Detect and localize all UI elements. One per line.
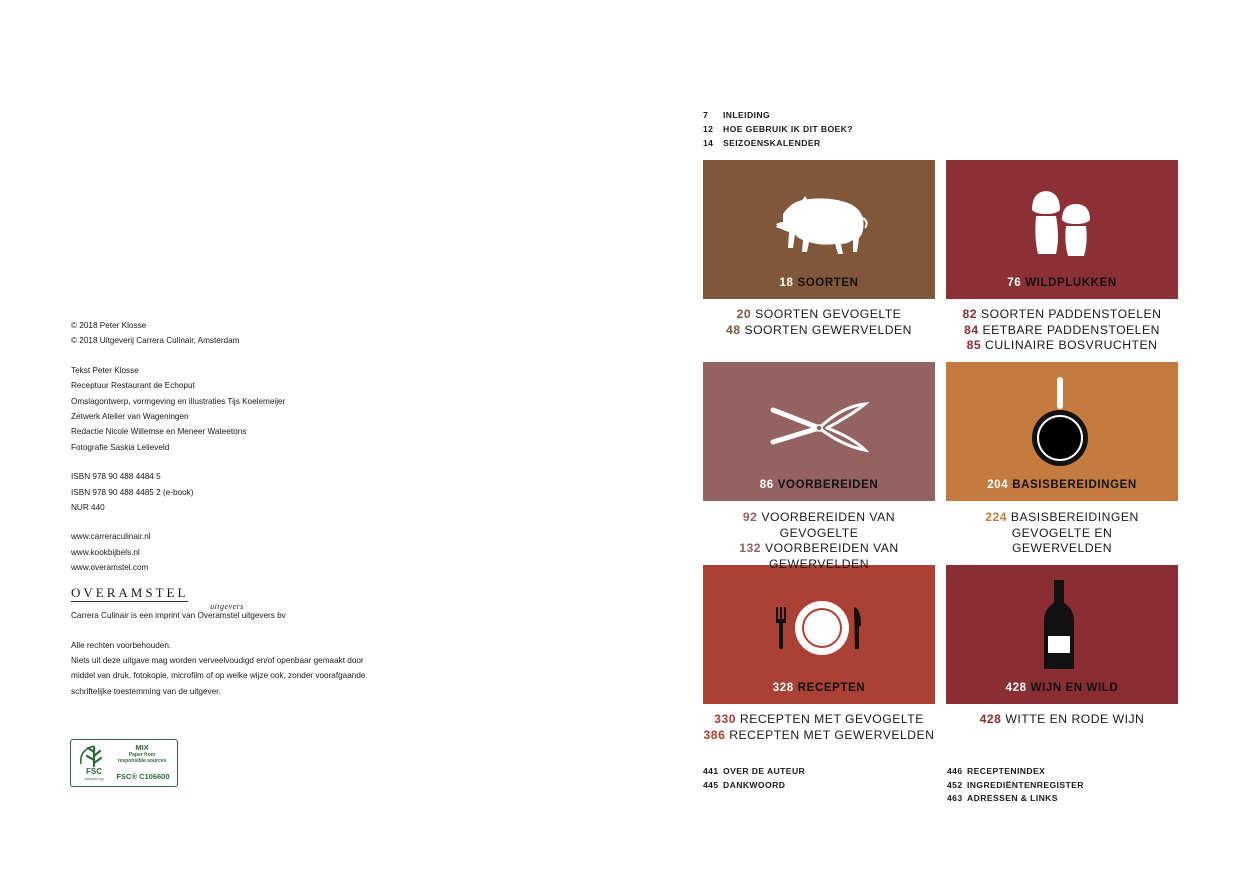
toc-subentry-cont: GEVOGELTE EN xyxy=(1011,525,1113,540)
logo-wordmark: OVERAMSTEL xyxy=(71,584,189,600)
tile-label: 18 SOORTEN xyxy=(779,277,859,289)
toc-entry[interactable]: 14 SEIZOENSKALENDER xyxy=(703,138,821,148)
toc-subentry[interactable]: 84 EETBARE PADDENSTOELEN xyxy=(964,322,1160,337)
toc-subentry[interactable]: 20 SOORTEN GEVOGELTE xyxy=(736,307,902,321)
credit-recipes: Receptuur Restaurant de Echoput xyxy=(71,381,195,391)
toc-subentry-cont: GEWERVELDEN xyxy=(768,556,870,571)
fsc-wordmark: FSC xyxy=(86,767,102,776)
rights-line-3: middel van druk, fotokopie, microfilm of op welke wijze ook, zonder voorafgaande xyxy=(71,671,366,681)
fsc-paper-1: Paper from xyxy=(128,752,156,758)
rights-line-1: Alle rechten voorbehouden. xyxy=(71,640,172,650)
imprint-note: Carrera Culinair is een imprint van Overamstel uitgevers bv xyxy=(71,611,286,621)
copyright-author: © 2018 Peter Klosse xyxy=(71,321,147,330)
isbn-ebook: ISBN 978 90 488 4485 2 (e-book) xyxy=(71,487,194,497)
website-kookbijbels: www.kookbijbels.nl xyxy=(71,547,140,557)
fsc-mix xyxy=(111,744,173,764)
toc-top xyxy=(703,108,853,150)
tile-label: 328 RECEPTEN xyxy=(772,682,866,694)
colophon xyxy=(71,318,401,699)
nur-code: NUR 440 xyxy=(71,503,105,513)
rights-line-4: schriftelijke toestemming van de uitgever. xyxy=(71,686,221,696)
fsc-paper-2: responsible sources xyxy=(117,758,167,764)
toc-subentry[interactable]: 386 RECEPTEN MET GEWERVELDEN xyxy=(703,727,935,742)
tile-subentries xyxy=(703,712,935,743)
toc-entry[interactable]: 452 INGREDIËNTENREGISTER xyxy=(947,779,1084,790)
toc-subentry[interactable]: 48 SOORTEN GEWERVELDEN xyxy=(726,322,912,337)
rights-line-2: Niets uit deze uitgave mag worden verveelvoudigd en/of openbaar gemaakt door xyxy=(71,655,364,665)
isbn-print: ISBN 978 90 488 4484 5 xyxy=(71,472,161,482)
toc-entry[interactable]: 446 RECEPTENINDEX xyxy=(947,766,1046,776)
tile-basisbereidingen[interactable] xyxy=(946,362,1178,501)
tile-voorbereiden[interactable] xyxy=(703,362,935,501)
logo-subtitle: uitgevers xyxy=(210,602,244,612)
tile-subentries xyxy=(946,307,1178,354)
tile-soorten[interactable] xyxy=(703,160,935,299)
fsc-mix-title: MIX xyxy=(135,743,149,752)
tile-label: 204 BASISBEREIDINGEN xyxy=(987,479,1137,491)
toc-subentry[interactable]: 224 BASISBEREIDINGEN xyxy=(985,510,1139,524)
toc-entry[interactable]: 445 DANKWOORD xyxy=(703,779,786,790)
tile-label: 86 VOORBEREIDEN xyxy=(759,479,879,491)
credit-text: Tekst Peter Klosse xyxy=(71,365,139,375)
toc-subentry[interactable]: 428 WITTE EN RODE WIJN xyxy=(979,712,1145,726)
toc-subentry[interactable]: 82 SOORTEN PADDENSTOELEN xyxy=(962,307,1162,321)
fsc-code: FSC® C106600 xyxy=(116,772,170,781)
tile-subentries xyxy=(946,510,1178,557)
toc-subentry[interactable]: 132 VOORBEREIDEN VAN xyxy=(739,541,899,556)
toc-bottom-left xyxy=(703,765,805,792)
credit-design: Omslagontwerp, vormgeving en illustraties Tijs Koelemeijer xyxy=(71,396,286,406)
fsc-label xyxy=(70,739,178,787)
toc-bottom-right xyxy=(947,765,1084,806)
tile-label: 76 WILDPLUKKEN xyxy=(1007,277,1117,289)
toc-entry[interactable]: 441 OVER DE AUTEUR xyxy=(703,766,806,776)
toc-entry[interactable]: 463 ADRESSEN & LINKS xyxy=(947,793,1058,803)
copyright-publisher: © 2018 Uitgeverij Carrera Culinair, Amsterdam xyxy=(71,336,240,346)
toc-subentry-cont: GEWERVELDEN xyxy=(1011,541,1113,556)
toc-entry[interactable]: 7 INLEIDING xyxy=(703,110,771,120)
overamstel-logo xyxy=(71,584,401,612)
credit-typesetting: Zetwerk Atelier van Wageningen xyxy=(71,412,189,422)
tile-subentries xyxy=(703,510,935,572)
toc-entry[interactable]: 12 HOE GEBRUIK IK DIT BOEK? xyxy=(703,124,853,134)
tile-label: 428 WIJN EN WILD xyxy=(1005,682,1119,694)
tile-recepten[interactable] xyxy=(703,565,935,704)
fsc-url: www.fsc.org xyxy=(84,777,104,781)
credit-photography: Fotografie Saskia Lelieveld xyxy=(71,442,170,452)
website-carrera: www.carreraculinair.nl xyxy=(71,532,151,542)
tile-subentries xyxy=(703,307,935,338)
tile-subentries xyxy=(946,712,1178,728)
toc-subentry[interactable]: 330 RECEPTEN MET GEVOGELTE xyxy=(714,712,924,726)
tile-wijn-en-wild[interactable] xyxy=(946,565,1178,704)
tile-wildplukken[interactable] xyxy=(946,160,1178,299)
credit-editing: Redactie Nicole Willemse en Meneer Wateetons xyxy=(71,427,247,437)
toc-subentry[interactable]: 92 VOORBEREIDEN VAN GEVOGELTE xyxy=(742,510,896,540)
toc-subentry[interactable]: 85 CULINAIRE BOSVRUCHTEN xyxy=(966,338,1158,353)
website-overamstel: www.overamstel.com xyxy=(71,563,149,573)
